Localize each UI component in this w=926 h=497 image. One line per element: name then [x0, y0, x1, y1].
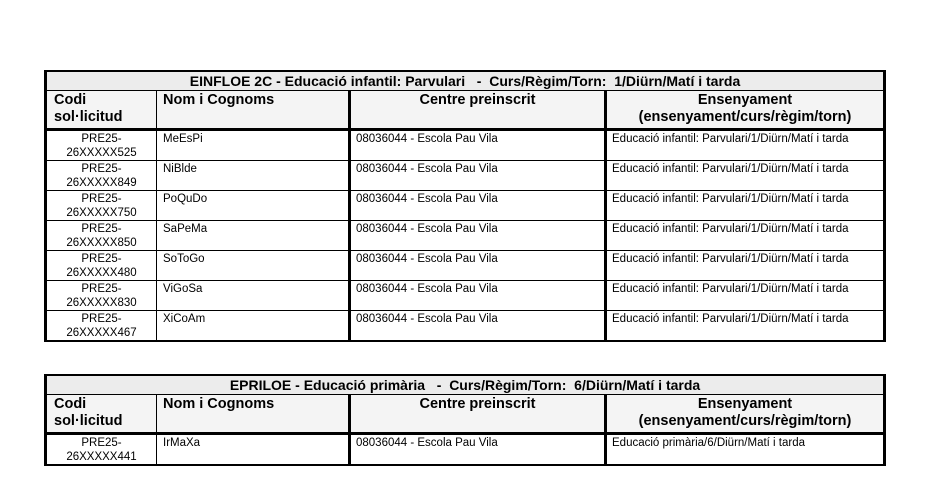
cell-centre: 08036044 - Escola Pau Vila: [351, 435, 607, 464]
table-row: [47, 131, 883, 161]
cell-nom: PoQuDo: [157, 191, 351, 220]
header-centre: Centre preinscrit: [351, 395, 607, 432]
cell-ensenyament: Educació infantil: Parvulari/1/Diürn/Matí i tarda: [612, 163, 849, 175]
cell-codi: PRE25- 26XXXXX467: [47, 311, 157, 340]
table-row: [47, 251, 883, 281]
cell-centre: 08036044 - Escola Pau Vila: [351, 131, 607, 160]
header-codi: Codi sol·licitud: [47, 395, 157, 432]
cell-codi: PRE25- 26XXXXX830: [47, 281, 157, 310]
cell-nom: SoToGo: [157, 251, 351, 280]
cell-nom: IrMaXa: [157, 435, 351, 464]
cell-centre: 08036044 - Escola Pau Vila: [351, 161, 607, 190]
cell-ensenyament: Educació infantil: Parvulari/1/Diürn/Matí i tarda: [612, 313, 849, 325]
cell-nom: SaPeMa: [157, 221, 351, 250]
table-row: [47, 311, 883, 342]
cell-centre: 08036044 - Escola Pau Vila: [351, 221, 607, 250]
cell-centre: 08036044 - Escola Pau Vila: [351, 311, 607, 340]
header-centre: Centre preinscrit: [351, 91, 607, 128]
table-row: [47, 161, 883, 191]
header-codi: Codi sol·licitud: [47, 91, 157, 128]
cell-ensenyament: Educació primària/6/Diürn/Matí i tarda: [612, 437, 806, 449]
table-body: [47, 131, 883, 342]
cell-centre: 08036044 - Escola Pau Vila: [351, 251, 607, 280]
table-header: [47, 91, 883, 131]
cell-nom: XiCoAm: [157, 311, 351, 340]
cell-ensenyament: Educació infantil: Parvulari/1/Diürn/Matí i tarda: [612, 193, 849, 205]
table-row: [47, 435, 883, 466]
table-row: [47, 221, 883, 251]
header-nom: Nom i Cognoms: [157, 395, 351, 432]
cell-ensenyament: Educació infantil: Parvulari/1/Diürn/Matí i tarda: [612, 283, 849, 295]
table-row: [47, 191, 883, 221]
cell-nom: NiBlde: [157, 161, 351, 190]
cell-ensenyament: Educació infantil: Parvulari/1/Diürn/Matí i tarda: [612, 133, 849, 145]
cell-nom: ViGoSa: [157, 281, 351, 310]
cell-codi: PRE25- 26XXXXX441: [47, 435, 157, 464]
table-caption: EINFLOE 2C - Educació infantil: Parvulari - Curs/Règim/Torn: 1/Diürn/Matí i tarda: [47, 70, 883, 91]
table-header: [47, 395, 883, 435]
header-ensenyament: Ensenyament (ensenyament/curs/règim/torn): [638, 92, 852, 125]
header-nom: Nom i Cognoms: [157, 91, 351, 128]
cell-nom: MeEsPi: [157, 131, 351, 160]
table-epriloe: [44, 374, 886, 466]
cell-codi: PRE25- 26XXXXX750: [47, 191, 157, 220]
cell-codi: PRE25- 26XXXXX525: [47, 131, 157, 160]
cell-codi: PRE25- 26XXXXX850: [47, 221, 157, 250]
cell-ensenyament: Educació infantil: Parvulari/1/Diürn/Matí i tarda: [612, 223, 849, 235]
table-einfloe: [44, 70, 886, 342]
table-row: [47, 281, 883, 311]
cell-ensenyament: Educació infantil: Parvulari/1/Diürn/Matí i tarda: [612, 253, 849, 265]
cell-codi: PRE25- 26XXXXX480: [47, 251, 157, 280]
cell-codi: PRE25- 26XXXXX849: [47, 161, 157, 190]
header-ensenyament: Ensenyament (ensenyament/curs/règim/torn): [638, 396, 852, 429]
cell-centre: 08036044 - Escola Pau Vila: [351, 281, 607, 310]
table-caption: EPRILOE - Educació primària - Curs/Règim/Torn: 6/Diürn/Matí i tarda: [47, 374, 883, 395]
cell-centre: 08036044 - Escola Pau Vila: [351, 191, 607, 220]
table-body: [47, 435, 883, 466]
